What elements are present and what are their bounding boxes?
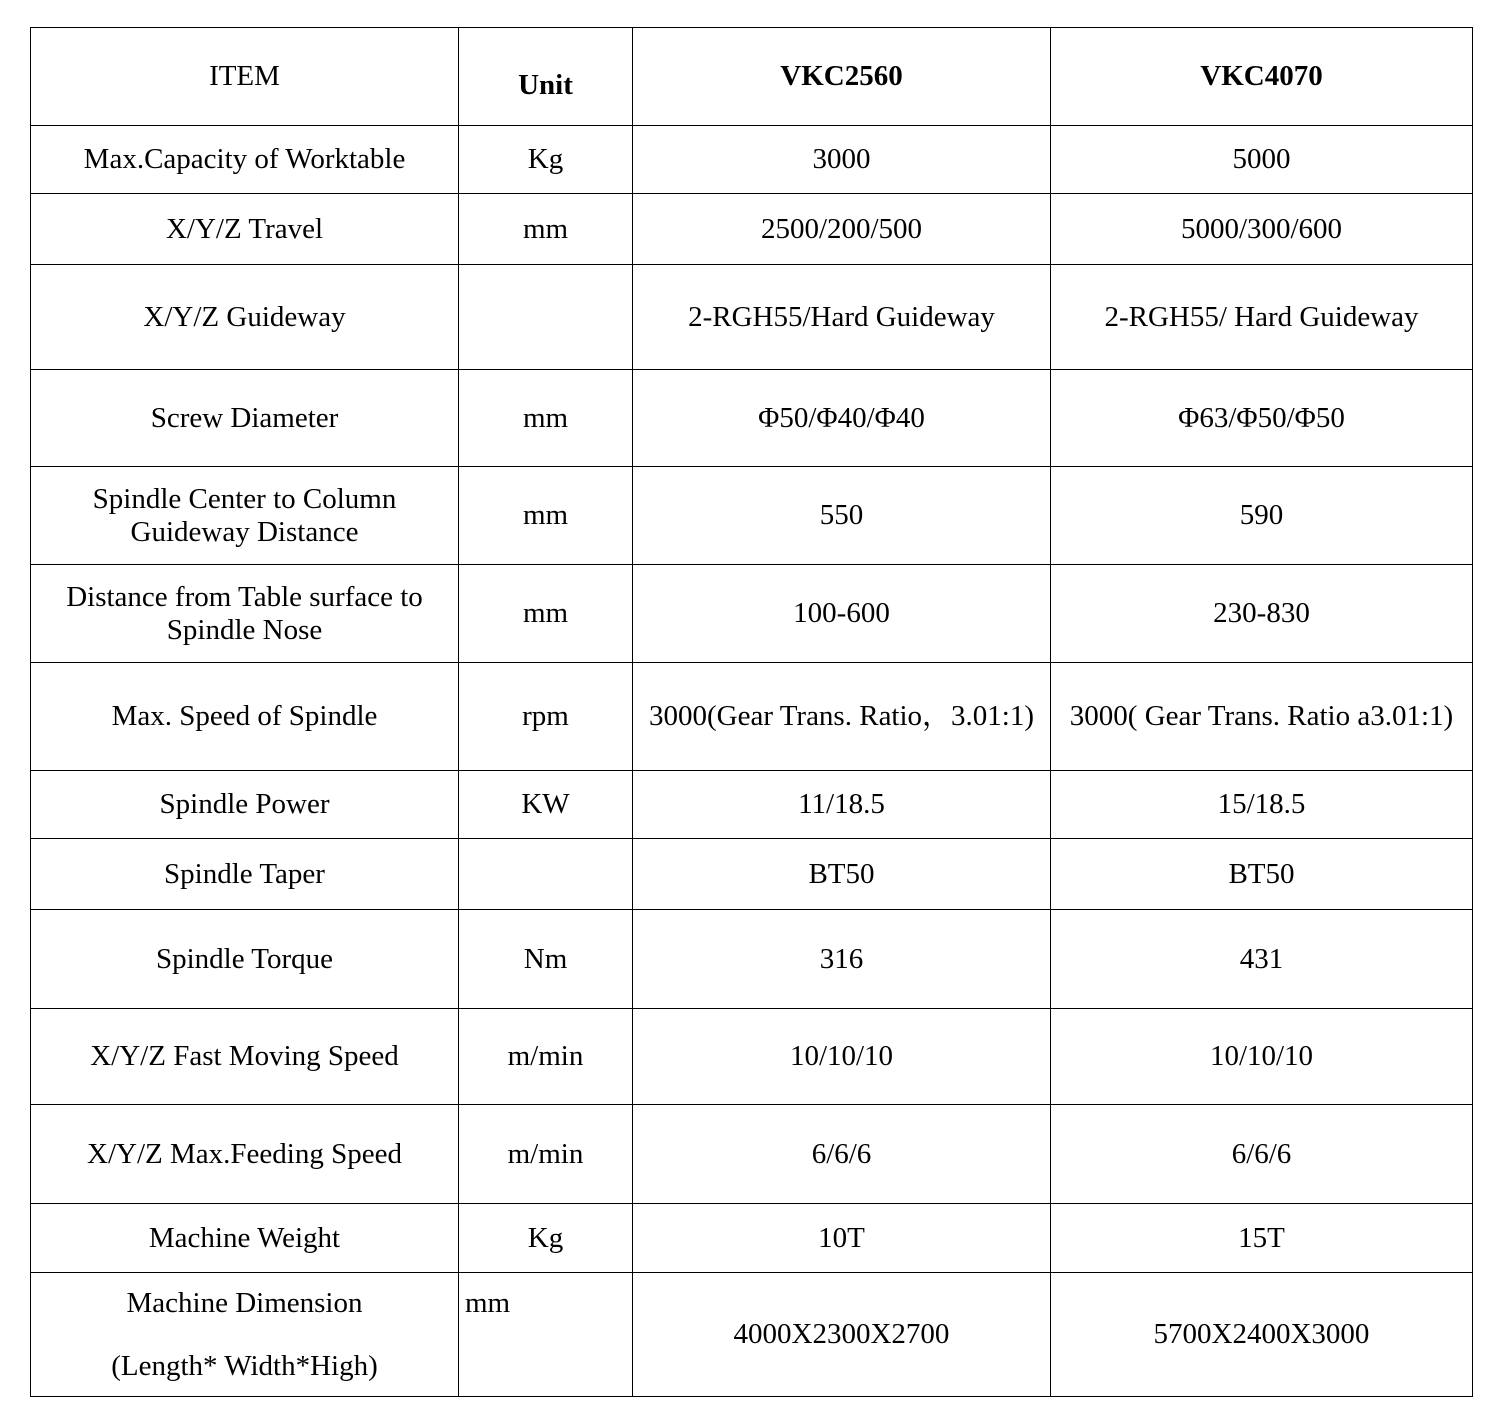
table-row — [31, 1105, 1473, 1204]
spec-value-b-cell: 5700X2400X3000 — [1051, 1273, 1473, 1397]
table-row — [31, 370, 1473, 467]
spec-item-cell: X/Y/Z Fast Moving Speed — [31, 1009, 459, 1105]
spec-value-b-cell: 230-830 — [1051, 565, 1473, 663]
table-row — [31, 910, 1473, 1009]
spec-unit-cell: Kg — [459, 126, 633, 194]
header-unit: Unit — [459, 28, 633, 126]
spec-item-cell: Spindle Taper — [31, 839, 459, 910]
spec-value-a-cell: 11/18.5 — [633, 771, 1051, 839]
spec-value-b-cell: 5000 — [1051, 126, 1473, 194]
spec-item-cell: X/Y/Z Guideway — [31, 265, 459, 370]
spec-value-b-cell: 590 — [1051, 467, 1473, 565]
spec-value-a-cell: 2500/200/500 — [633, 194, 1051, 265]
spec-item-cell: Spindle Center to Column Guideway Distance — [31, 467, 459, 565]
spec-table — [30, 27, 1473, 1397]
spec-unit-cell: mm — [459, 194, 633, 265]
spec-unit-cell: rpm — [459, 663, 633, 771]
table-row — [31, 565, 1473, 663]
spec-item-cell — [31, 1273, 459, 1397]
spec-value-b-cell: 15T — [1051, 1204, 1473, 1273]
table-row — [31, 1009, 1473, 1105]
spec-unit-cell: Nm — [459, 910, 633, 1009]
spec-value-a-cell: 2-RGH55/Hard Guideway — [633, 265, 1051, 370]
spec-value-a-cell: 10T — [633, 1204, 1051, 1273]
dimension-sublabel: (Length* Width*High) — [111, 1349, 378, 1382]
spec-value-a-cell: 316 — [633, 910, 1051, 1009]
table-row — [31, 1204, 1473, 1273]
spec-item-cell: Max. Speed of Spindle — [31, 663, 459, 771]
spec-value-b-cell: 431 — [1051, 910, 1473, 1009]
table-row — [31, 839, 1473, 910]
spec-unit-cell: mm — [459, 370, 633, 467]
table-row — [31, 126, 1473, 194]
spec-value-a-cell: 3000(Gear Trans. Ratio，3.01:1) — [633, 663, 1051, 771]
spec-value-b-cell: 10/10/10 — [1051, 1009, 1473, 1105]
spec-value-b-cell: 15/18.5 — [1051, 771, 1473, 839]
table-row — [31, 467, 1473, 565]
spec-item-cell: Distance from Table surface to Spindle Nose — [31, 565, 459, 663]
spec-value-a-cell: Φ50/Φ40/Φ40 — [633, 370, 1051, 467]
spec-unit-cell: mm — [459, 467, 633, 565]
spec-unit-cell — [459, 839, 633, 910]
spec-unit-cell: KW — [459, 771, 633, 839]
table-row — [31, 663, 1473, 771]
spec-unit-cell: m/min — [459, 1105, 633, 1204]
spec-value-a-cell: 4000X2300X2700 — [633, 1273, 1051, 1397]
spec-value-a-cell: 10/10/10 — [633, 1009, 1051, 1105]
table-row — [31, 194, 1473, 265]
spec-value-a-cell: 550 — [633, 467, 1051, 565]
spec-value-a-cell: BT50 — [633, 839, 1051, 910]
dimension-label: Machine Dimension — [126, 1286, 363, 1319]
spec-item-cell: X/Y/Z Travel — [31, 194, 459, 265]
header-model-b: VKC4070 — [1051, 28, 1473, 126]
spec-item-cell: Screw Diameter — [31, 370, 459, 467]
spec-value-a-cell: 6/6/6 — [633, 1105, 1051, 1204]
spec-value-b-cell: Φ63/Φ50/Φ50 — [1051, 370, 1473, 467]
spec-value-b-cell: 3000( Gear Trans. Ratio a3.01:1) — [1051, 663, 1473, 771]
spec-item-cell: X/Y/Z Max.Feeding Speed — [31, 1105, 459, 1204]
spec-unit-cell — [459, 265, 633, 370]
spec-item-cell: Machine Weight — [31, 1204, 459, 1273]
spec-value-b-cell: 5000/300/600 — [1051, 194, 1473, 265]
header-item: ITEM — [31, 28, 459, 126]
spec-unit-cell: Kg — [459, 1204, 633, 1273]
spec-unit-cell: mm — [459, 1273, 633, 1397]
spec-item-cell: Spindle Torque — [31, 910, 459, 1009]
spec-value-b-cell: BT50 — [1051, 839, 1473, 910]
table-row — [31, 771, 1473, 839]
table-row — [31, 265, 1473, 370]
spec-value-b-cell: 2-RGH55/ Hard Guideway — [1051, 265, 1473, 370]
spec-item-cell: Max.Capacity of Worktable — [31, 126, 459, 194]
spec-value-a-cell: 3000 — [633, 126, 1051, 194]
spec-unit-cell: m/min — [459, 1009, 633, 1105]
spec-unit-cell: mm — [459, 565, 633, 663]
header-row — [31, 28, 1473, 126]
header-model-a: VKC2560 — [633, 28, 1051, 126]
spec-value-b-cell: 6/6/6 — [1051, 1105, 1473, 1204]
spec-item-cell: Spindle Power — [31, 771, 459, 839]
spec-value-a-cell: 100-600 — [633, 565, 1051, 663]
table-row — [31, 1273, 1473, 1397]
